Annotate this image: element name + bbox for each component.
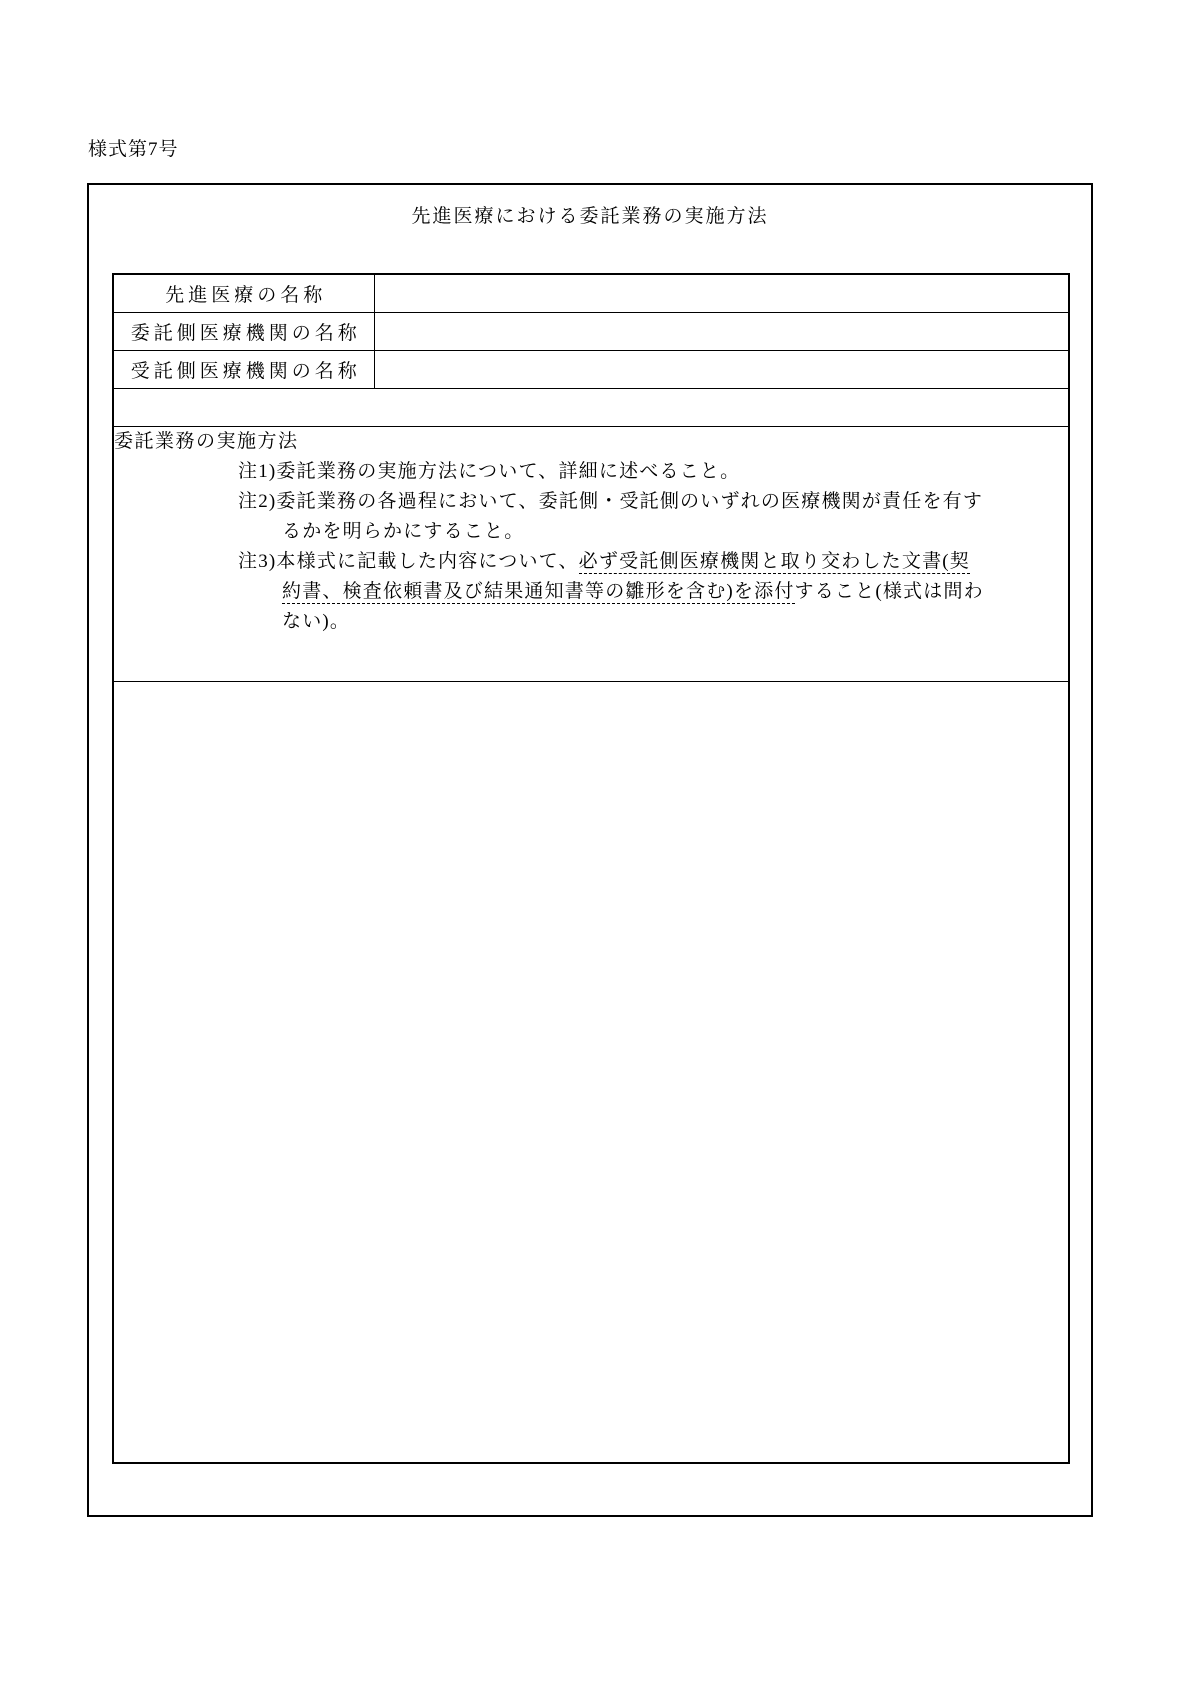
row-value-entrusting-institution[interactable] bbox=[374, 312, 1069, 350]
row-label-advanced-medical-name: 先進医療の名称 bbox=[113, 274, 374, 312]
form-table bbox=[112, 273, 1070, 1464]
table-row-entrusted-institution bbox=[113, 350, 1069, 388]
note-line bbox=[238, 457, 1068, 487]
form-outer-border bbox=[87, 183, 1093, 1517]
note-text: 注1)委託業務の実施方法について、詳細に述べること。 bbox=[238, 460, 741, 482]
table-row-spacer bbox=[113, 388, 1069, 426]
document-title: 先進医療における委託業務の実施方法 bbox=[411, 206, 769, 227]
notes-list bbox=[114, 457, 1068, 637]
note-text: ない)。 bbox=[282, 610, 351, 632]
row-label-entrusted-institution: 受託側医療機関の名称 bbox=[113, 350, 374, 388]
form-number: 様式第7号 bbox=[88, 139, 179, 160]
section-heading: 委託業務の実施方法 bbox=[114, 430, 299, 452]
note-line bbox=[282, 607, 1068, 637]
note-text: すること(様式は問わ bbox=[794, 580, 984, 602]
spacer-cell bbox=[113, 388, 1069, 426]
table-row-content bbox=[113, 681, 1069, 1463]
method-content-area[interactable] bbox=[113, 681, 1069, 1463]
row-label-entrusting-institution: 委託側医療機関の名称 bbox=[113, 312, 374, 350]
note-line bbox=[238, 547, 1068, 577]
notes-cell bbox=[113, 426, 1069, 681]
note-text: 注2)委託業務の各過程において、委託側・受託側のいずれの医療機関が責任を有す bbox=[238, 490, 984, 512]
row-value-advanced-medical-name[interactable] bbox=[374, 274, 1069, 312]
table-row-advanced-medical-name bbox=[113, 274, 1069, 312]
note-line bbox=[282, 577, 1068, 607]
note-text: 注3)本様式に記載した内容について、 bbox=[238, 550, 579, 572]
note-line bbox=[282, 517, 1068, 547]
note-text: るかを明らかにすること。 bbox=[282, 520, 525, 542]
note-text-underlined: 約書、検査依頼書及び結果通知書等の雛形を含む)を添付 bbox=[282, 580, 795, 602]
table-row-entrusting-institution bbox=[113, 312, 1069, 350]
table-row-notes bbox=[113, 426, 1069, 681]
row-value-entrusted-institution[interactable] bbox=[374, 350, 1069, 388]
note-line bbox=[238, 487, 1068, 517]
note-text-underlined: 必ず受託側医療機関と取り交わした文書(契 bbox=[578, 550, 971, 572]
